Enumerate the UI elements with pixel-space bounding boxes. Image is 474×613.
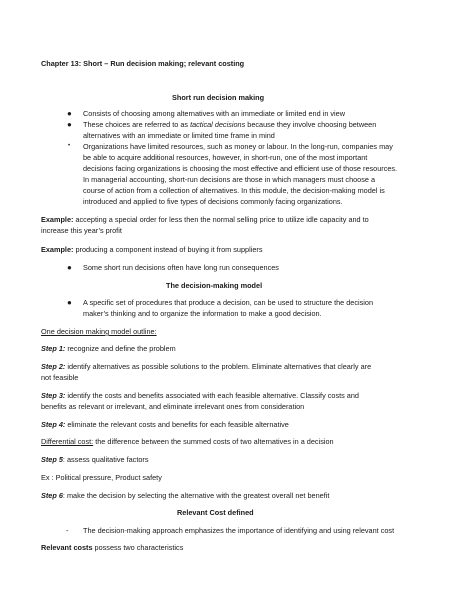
short-run-bullet-3-line: introduced and applied to five types of decisions commonly facing organizations. xyxy=(83,197,343,206)
short-run-bullet-1: Consists of choosing among alternatives with an immediate or limited end in view xyxy=(83,109,346,118)
example-factors: Ex : Political pressure, Product safety xyxy=(41,473,162,482)
step-3: Step 3: identify the costs and benefits associated with each feasible alternative. Classify costs and xyxy=(41,391,359,400)
short-run-bullet-2: These choices are referred to as tactical decisions because they involve choosing between xyxy=(83,120,377,129)
relevant-cost-heading: Relevant Cost defined xyxy=(177,508,254,517)
model-outline-heading: One decision making model outline: xyxy=(41,327,157,336)
step-3-cont: benefits as relevant or irrelevant, and eliminate irrelevant ones from consideration xyxy=(41,402,305,411)
differential-cost: Differential cost: the difference between the summed costs of two alternatives in a decision xyxy=(41,437,334,446)
step-2: Step 2: identify alternatives as possible solutions to the problem. Eliminate alternatives that clearly are xyxy=(41,362,372,371)
step-5: Step 5: assess qualitative factors xyxy=(41,455,149,464)
step-4: Step 4: eliminate the relevant costs and benefits for each feasible alternative xyxy=(41,420,289,429)
bullet-icon: ● xyxy=(67,263,72,272)
example-2: Example: producing a component instead of buying it from suppliers xyxy=(41,245,263,254)
short-run-bullet-3-line: Organizations have limited resources, such as money or labour. In the long-run, companies may xyxy=(83,142,393,151)
short-run-bullet-3-line: decisions facing organizations is choosing the most effective and efficient use of those resources. xyxy=(83,164,398,173)
relevant-dash-item: The decision-making approach emphasizes the importance of identifying and using relevant cost xyxy=(83,526,395,535)
relevant-costs-line: Relevant costs possess two characteristics xyxy=(41,543,184,552)
dash-icon: - xyxy=(66,526,69,535)
chapter-title: Chapter 13: Short – Run decision making; relevant costing xyxy=(41,59,245,68)
step-2-cont: not feasible xyxy=(41,373,79,382)
short-run-heading: Short run decision making xyxy=(172,93,265,102)
example-1: Example: accepting a special order for less then the normal selling price to utilize idle capacity and to xyxy=(41,215,369,224)
bullet-icon: ● xyxy=(67,120,72,129)
step-1: Step 1: recognize and define the problem xyxy=(41,344,176,353)
model-bullet-1: A specific set of procedures that produce a decision, can be used to structure the decision xyxy=(83,298,374,307)
model-heading: The decision-making model xyxy=(166,281,263,290)
example-1-cont: increase this year’s profit xyxy=(41,226,122,235)
step-6: Step 6: make the decision by selecting the alternative with the greatest overall net benefit xyxy=(41,491,330,500)
short-run-bullet-4: Some short run decisions often have long run consequences xyxy=(83,263,279,272)
short-run-bullet-3-line: course of action from a collection of alternatives. In this module, the decision-making model is xyxy=(83,186,385,195)
bullet-icon: ● xyxy=(67,298,72,307)
bullet-icon: • xyxy=(68,143,71,149)
short-run-bullet-2-cont: alternatives with an immediate or limited time frame in mind xyxy=(83,131,275,140)
bullet-icon: ● xyxy=(67,109,72,118)
model-bullet-1-cont: maker’s thinking and to organize the information to make a good decision. xyxy=(83,309,322,318)
short-run-bullet-3-line: In managerial accounting, short-run decisions are those in which managers must choose a xyxy=(83,175,376,184)
short-run-bullet-3-line: be able to acquire additional resources, however, in short-run, one of the most important xyxy=(83,153,368,162)
